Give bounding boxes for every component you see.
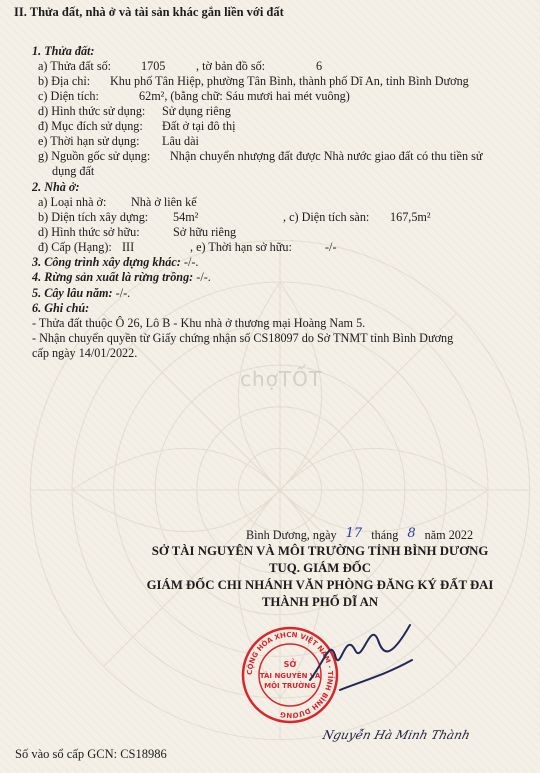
marketplace-watermark: chợTỐT [240,367,323,391]
house-floor-area-label: , c) Diện tích sàn: [283,210,370,224]
land-origin-label: g) Nguồn gốc sử dụng: [38,149,151,163]
item-4-value: -/-. [196,270,211,284]
house-heading: 2. Nhà ở: [32,180,80,194]
item-5-value: -/-. [115,286,131,300]
item-3-label: 3. Công trình xây dựng khác: [32,255,181,269]
land-area-value: 62m², (bằng chữ: Sáu mươi hai mét vuông) [139,89,350,103]
house-grade-value: III [122,240,135,254]
land-area-label: c) Diện tích: [38,89,99,103]
land-purpose-value: Đất ở tại đô thị [162,119,236,133]
sign-year: năm 2022 [424,528,474,542]
item-5-label: 5. Cây lâu năm: [32,286,113,300]
director-title-1: GIÁM ĐỐC CHI NHÁNH VĂN PHÒNG ĐĂNG KÝ ĐẤT ĐAI [146,578,494,592]
signer-name: Nguyễn Hà Minh Thành [321,728,472,742]
notes-line-3: cấp ngày 14/01/2022. [32,346,138,360]
land-address-value: Khu phố Tân Hiệp, phường Tân Bình, thành phố Dĩ An, tỉnh Bình Dương [110,74,469,88]
land-usage-form-value: Sử dụng riêng [162,104,231,118]
land-term-label: e) Thời hạn sử dụng: [38,134,140,148]
house-grade-label: đ) Cấp (Hạng): [38,240,112,254]
stamp-line-1: SỞ [283,660,297,669]
land-heading: 1. Thửa đất: [32,44,95,58]
land-term-value: Lâu dài [162,134,199,148]
land-purpose-label: đ) Mục đích sử dụng: [38,119,143,133]
house-ownership-label: d) Hình thức sở hữu: [38,225,140,239]
item-3-value: -/-. [183,255,199,269]
land-parcel-value: 1705 [141,59,166,73]
house-term-value: -/- [325,240,337,254]
sign-place: Bình Dương, ngày [246,528,337,542]
notes-line-1: - Thửa đất thuộc Ô 26, Lô B - Khu nhà ở thương mại Hoàng Nam 5. [32,316,366,330]
land-map-value: 6 [316,59,323,73]
land-origin-value-1: Nhận chuyển nhượng đất được Nhà nước giao đất có thu tiền sử [170,149,483,163]
house-build-area-label: b) Diện tích xây dựng: [38,210,149,224]
sign-month: 8 [407,526,416,541]
sign-day: 17 [345,526,363,541]
land-parcel-label: a) Thửa đất số: [38,59,112,73]
director-title-2: THÀNH PHỐ DĨ AN [261,595,379,609]
land-map-label: , tờ bản đồ số: [196,59,266,73]
item-5 [32,286,130,301]
sign-date [246,528,473,543]
house-term-label: , e) Thời hạn sở hữu: [190,240,292,254]
stamp-outer-text: CỘNG HÒA XHCN VIỆT NAM · TỈNH BÌNH DƯƠNG [245,630,335,720]
sign-month-label: tháng [371,528,399,542]
notes-line-2: - Nhận chuyển quyền từ Giấy chứng nhận số CS18097 do Sở TNMT tỉnh Bình Dương [32,331,454,345]
land-origin-value-2: dụng đất [52,164,95,178]
house-ownership-value: Sở hữu riêng [173,225,237,239]
notes-heading: 6. Ghi chú: [32,301,90,315]
land-address-label: b) Địa chỉ: [38,74,91,88]
stamp-line-2: TÀI NGUYÊN VÀ [259,672,321,680]
item-4-label: 4. Rừng sản xuất là rừng trồng: [32,270,194,284]
section-title: II. Thửa đất, nhà ở và tài sản khác gắn liền với đất [14,5,284,19]
item-3 [32,255,198,270]
footer-gcn-label: Số vào sổ cấp GCN: [15,747,118,761]
house-type-label: a) Loại nhà ở: [38,195,107,209]
house-type-value: Nhà ở liên kế [131,195,197,209]
item-4 [32,270,211,285]
house-floor-area-value: 167,5m² [390,210,431,224]
signature-scribble [300,600,420,710]
house-build-area-value: 54m² [173,210,199,224]
land-usage-form-label: d) Hình thức sử dụng: [38,104,146,118]
footer-gcn-value: CS18986 [120,747,167,761]
stamp-line-3: MÔI TRƯỜNG [264,682,316,690]
footer-gcn [15,747,167,762]
tuq-title: TUQ. GIÁM ĐỐC [268,561,372,575]
issuing-department: SỞ TÀI NGUYÊN VÀ MÔI TRƯỜNG TỈNH BÌNH DƯƠNG [151,544,489,558]
